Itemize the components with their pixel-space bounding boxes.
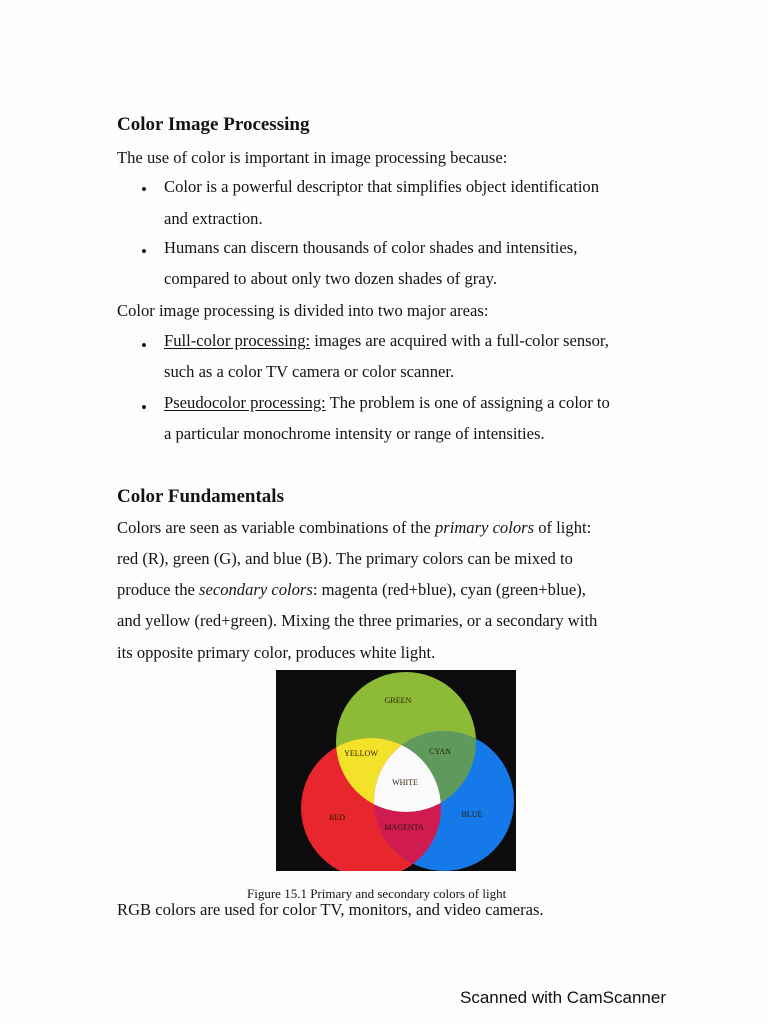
area-1-term: Full-color processing: (164, 331, 311, 350)
fundamentals-line-5: its opposite primary color, produces white light. (117, 643, 436, 662)
bullet-marker: • (141, 398, 147, 417)
rgb-venn-diagram (276, 670, 516, 871)
divided-paragraph: Color image processing is divided into two major areas: (117, 301, 489, 320)
label-yellow: YELLOW (344, 749, 378, 758)
bullet-1-line-2: and extraction. (164, 209, 263, 228)
label-red: RED (329, 813, 345, 822)
bullet-1-line-1: Color is a powerful descriptor that simplifies object identification (164, 177, 600, 196)
area-2-term: Pseudocolor processing: (164, 393, 326, 412)
text-run: produce the (117, 580, 200, 599)
label-cyan: CYAN (429, 747, 451, 756)
fundamentals-line-4: and yellow (red+green). Mixing the three primaries, or a secondary with (117, 611, 598, 630)
figure-caption: Figure 15.1 Primary and secondary colors of light (247, 886, 507, 901)
area-2-line-1 (164, 393, 610, 413)
section-heading-color-image-processing: Color Image Processing (117, 114, 310, 135)
bullet-marker: • (141, 336, 147, 355)
label-blue: BLUE (461, 810, 483, 819)
section-heading-color-fundamentals: Color Fundamentals (117, 486, 284, 507)
label-magenta: MAGENTA (384, 823, 424, 832)
fundamentals-line-3 (117, 580, 586, 600)
area-1-line-1 (164, 331, 609, 351)
text-run: : magenta (red+blue), cyan (green+blue), (312, 580, 586, 599)
camscanner-watermark: Scanned with CamScanner (460, 988, 667, 1007)
intro-paragraph: The use of color is important in image processing because: (117, 148, 508, 167)
label-white: WHITE (392, 778, 418, 787)
bullet-marker: • (141, 242, 147, 261)
fundamentals-line-2: red (R), green (G), and blue (B). The primary colors can be mixed to (117, 549, 573, 568)
area-2-description: The problem is one of assigning a color to (325, 393, 610, 412)
rgb-venn-figure (276, 670, 516, 871)
fundamentals-line-1 (117, 518, 591, 538)
area-1-description: images are acquired with a full-color sensor, (310, 331, 609, 350)
text-run: of light: (534, 518, 592, 537)
text-run: Colors are seen as variable combinations of the (117, 518, 435, 537)
bullet-2-line-1: Humans can discern thousands of color shades and intensities, (164, 238, 578, 257)
label-green: GREEN (384, 696, 412, 705)
closing-paragraph: RGB colors are used for color TV, monitors, and video cameras. (117, 900, 544, 919)
bullet-2-line-2: compared to about only two dozen shades of gray. (164, 269, 498, 288)
area-2-line-2: a particular monochrome intensity or range of intensities. (164, 424, 545, 443)
bullet-marker: • (141, 180, 147, 199)
primary-colors-term: primary colors (434, 518, 535, 537)
area-1-line-2: such as a color TV camera or color scanner. (164, 362, 455, 381)
secondary-colors-term: secondary colors (199, 580, 313, 599)
